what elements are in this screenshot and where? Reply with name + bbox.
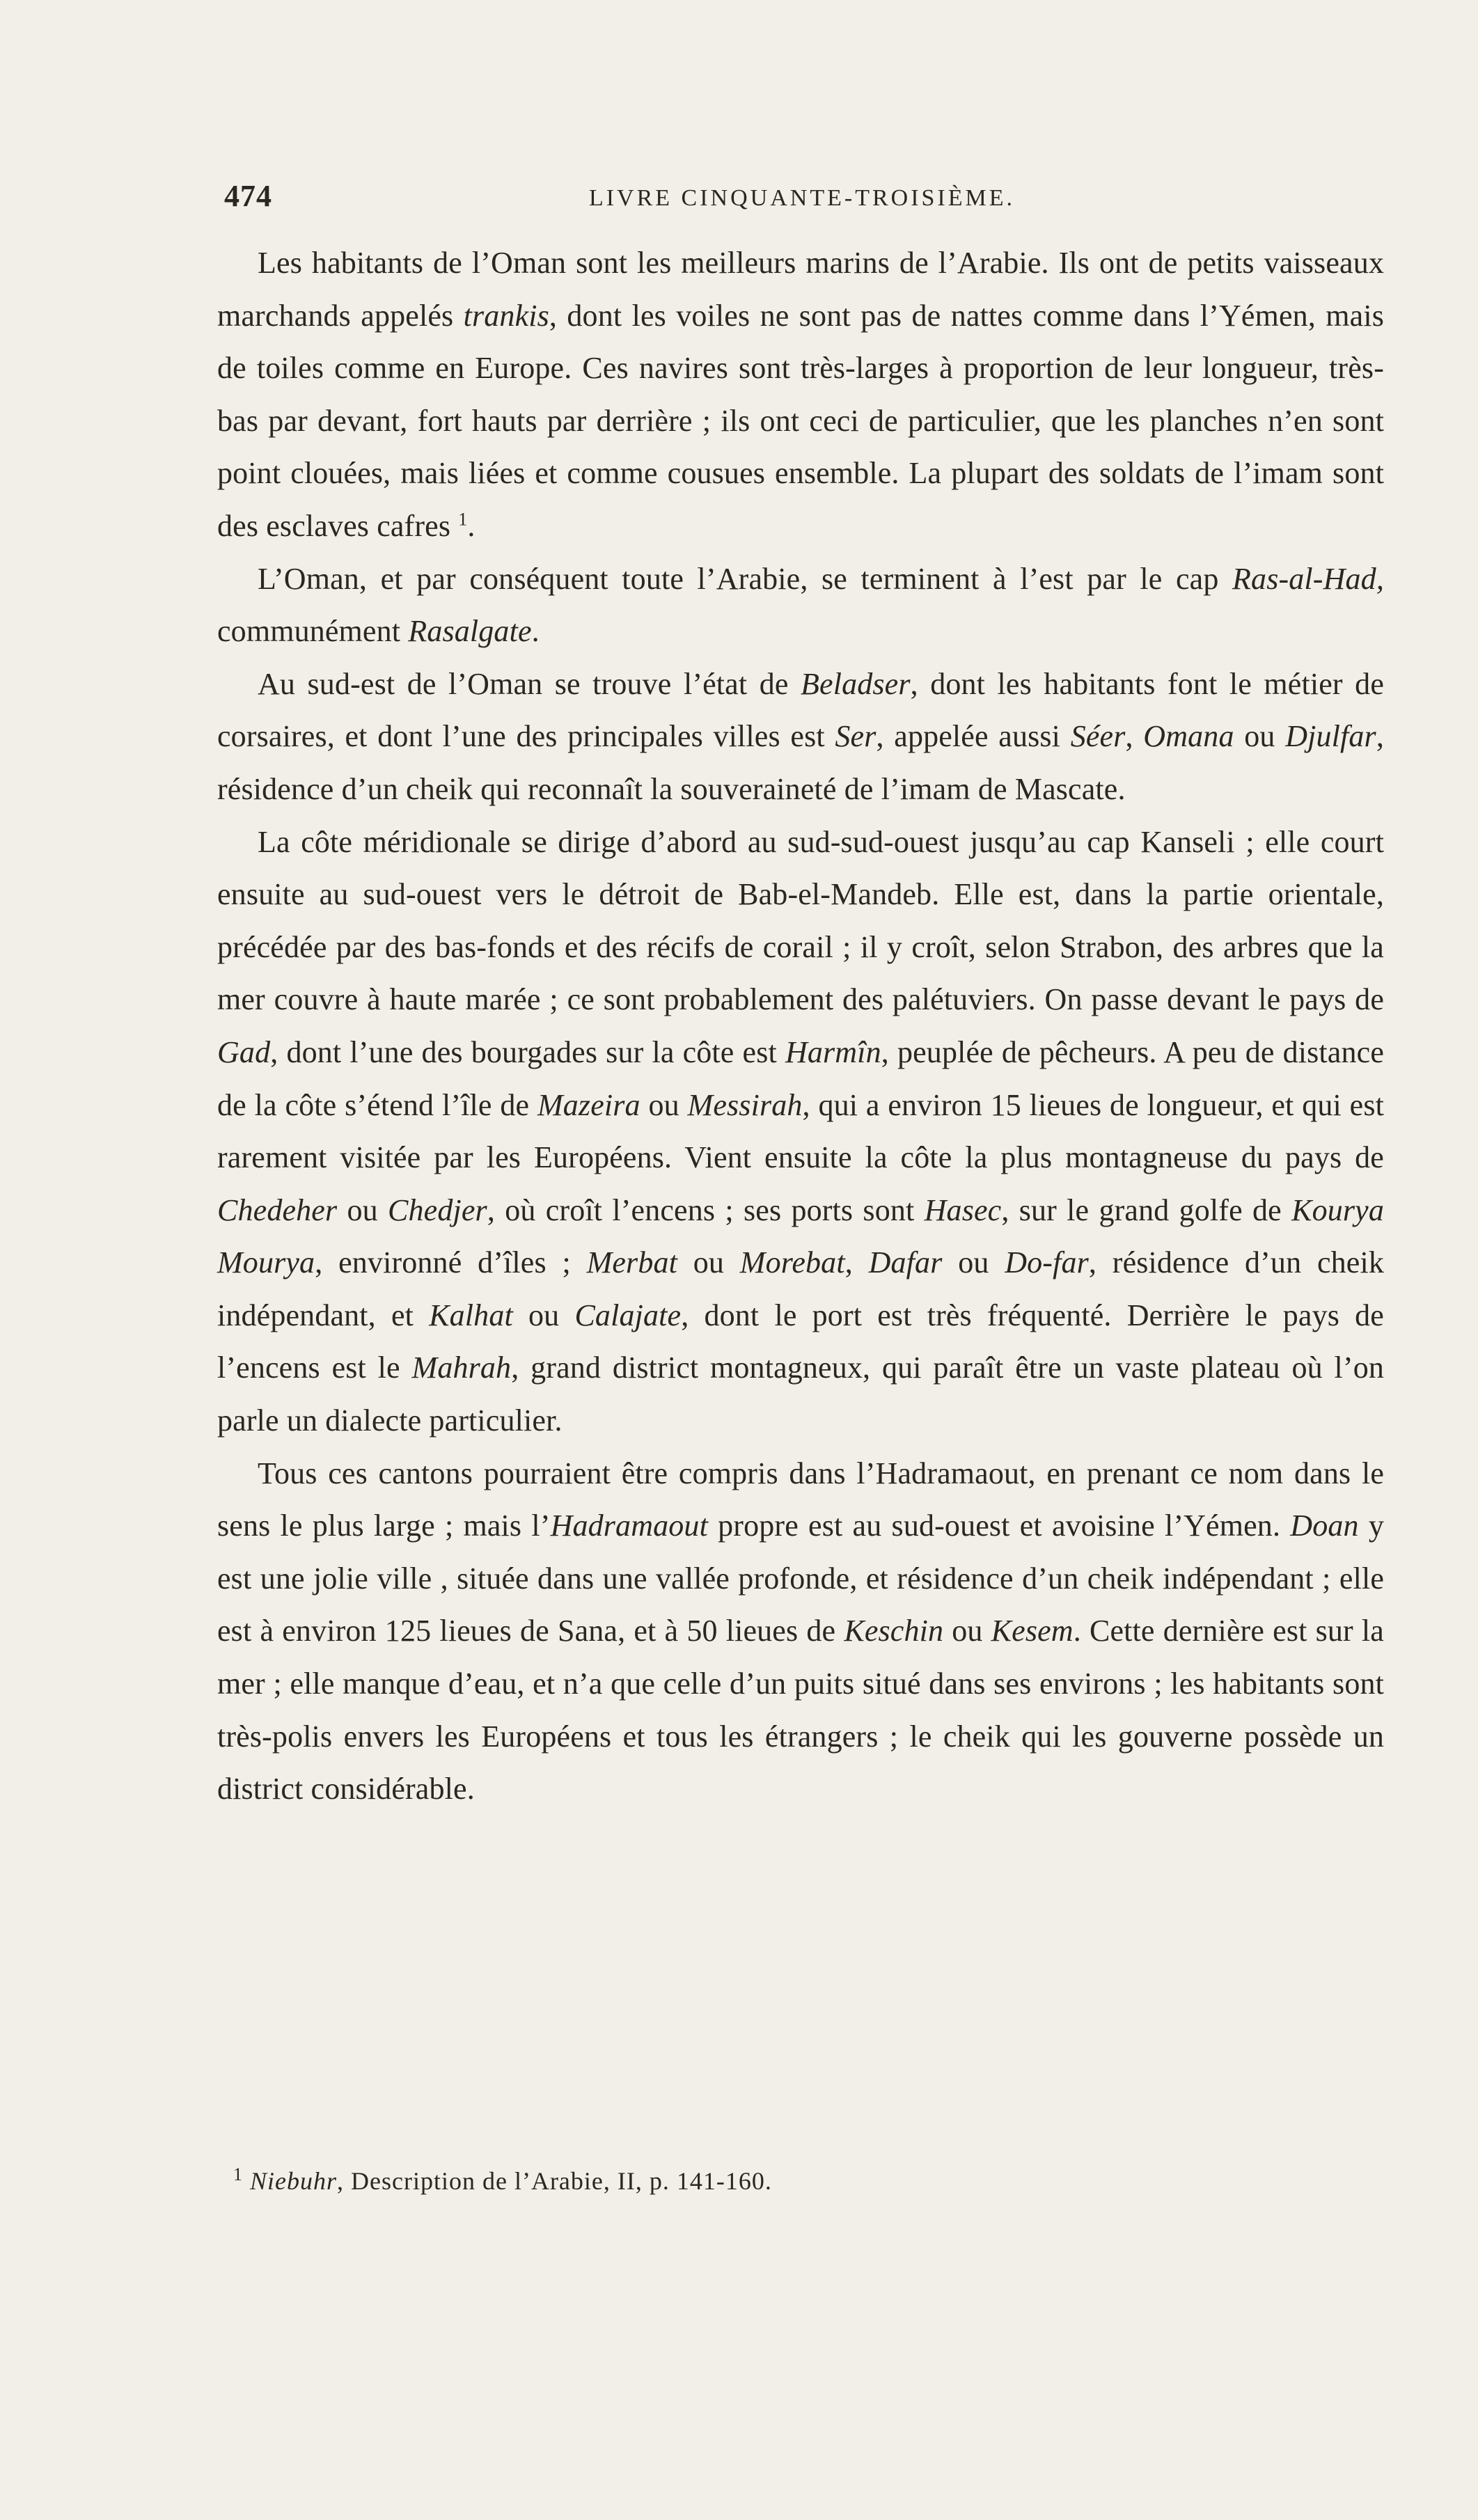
footnote-text: , Description de l’Arabie, II, p. 141-160. (337, 2167, 772, 2195)
text-run: . (467, 508, 475, 543)
text-run: Au sud-est de l’Oman se trouve l’état de (258, 666, 801, 701)
italic-text: Mazeira (537, 1087, 640, 1122)
text-run: ou (337, 1192, 388, 1227)
italic-text: Kalhat (429, 1298, 513, 1332)
italic-text: Kesem (991, 1614, 1074, 1648)
text-run: ou (640, 1087, 688, 1122)
paragraph (217, 816, 1384, 1447)
italic-text: Séer (1070, 719, 1126, 754)
text-run: Les habitants de l’Oman sont les meilleurs marins de l’Arabie. Ils ont de petits vaisseaux marchands appelés (217, 246, 1384, 333)
italic-text: Merbat (586, 1245, 678, 1280)
italic-text: Harmîn (785, 1034, 881, 1069)
italic-text: Calajate (574, 1298, 682, 1332)
text-run: , environné d’îles ; (315, 1245, 587, 1280)
text-run: , dont les habitants font le métier de corsaires, et dont l’une des principales villes est (217, 666, 1384, 754)
italic-text: Kourya Mourya (217, 1192, 1384, 1280)
paragraph (217, 1447, 1384, 1816)
text-run: ou (1234, 719, 1286, 754)
text-run: , peuplée de pêcheurs. A peu de distance de la côte s’étend l’île de (217, 1034, 1384, 1122)
page-header (224, 178, 1380, 227)
text-run: . Cette dernière est sur la mer ; elle manque d’eau, et n’a que celle d’un puits situé dans ses environs ; les habitants sont très-polis envers les Européens et tous les étrangers ; le cheik qui les gouverne possède un district considérable. (217, 1614, 1384, 1806)
italic-text: Mahrah (411, 1350, 512, 1385)
italic-text: Doan (1290, 1509, 1359, 1543)
text-run: La côte méridionale se dirige d’abord au sud-sud-ouest jusqu’au cap Kanseli ; elle court ensuite au sud-ouest vers le détroit de Bab-el-Mandeb. Elle est, dans la partie orientale, précédée par des bas-fonds et des récifs de corail ; il y croît, selon Strabon, des arbres que la mer couvre à haute marée ; ce sont probablement des palétuviers. On passe devant le pays de (217, 824, 1384, 1017)
running-title: LIVRE CINQUANTE-TROISIÈME. (588, 185, 1016, 211)
text-run: , qui a environ 15 lieues de longueur, et qui est rarement visitée par les Européens. Vient ensuite la côte la plus montagneuse du pays de (217, 1087, 1384, 1175)
text-run: ou (942, 1245, 1005, 1280)
paragraph (217, 237, 1384, 553)
italic-text: Gad (217, 1034, 271, 1069)
italic-text: trankis (463, 298, 549, 333)
text-run: , (1125, 719, 1144, 754)
paragraph (217, 658, 1384, 816)
italic-text: Messirah (687, 1087, 803, 1122)
text-run: , sur le grand golfe de (1001, 1192, 1292, 1227)
footnote-marker: 1 (233, 2164, 243, 2184)
italic-text: Djulfar (1285, 719, 1376, 754)
text-run: , résidence d’un cheik indépendant, et (217, 1245, 1384, 1332)
text-run: propre est au sud-ouest et avoisine l’Yémen. (707, 1509, 1291, 1543)
text-run: Tous ces cantons pourraient être compris dans l’Hadramaout, en prenant ce nom dans le sens le plus large ; mais l’ (217, 1456, 1384, 1543)
text-run: , où croît l’encens ; ses ports sont (487, 1192, 925, 1227)
italic-text: Ras-al-Had, (1232, 561, 1384, 596)
text-run: communément (217, 614, 409, 649)
footnote-ref: 1 (458, 509, 468, 530)
italic-text: Beladser (801, 666, 911, 701)
text-run: , appelée aussi (876, 719, 1071, 754)
text-run: , grand district montagneux, qui paraît être un vaste plateau où l’on parle un dialecte particulier. (217, 1350, 1384, 1438)
text-run: , dont l’une des bourgades sur la côte est (270, 1034, 785, 1069)
text-run: ou (512, 1298, 575, 1332)
text-run: ou (677, 1245, 740, 1280)
text-run: , dont les voiles ne sont pas de nattes comme dans l’Yémen, mais de toiles comme en Europe. Ces navires sont très-larges à proportion de leur longueur, très-bas par devant, fort hauts par derrière ; ils ont ceci de particulier, que les planches n’en sont point clouées, mais liées et comme cousues ensemble. La plupart des soldats de l’imam sont des esclaves cafres (217, 298, 1384, 543)
italic-text: Do-far (1005, 1245, 1089, 1280)
text-run: . (531, 614, 540, 649)
text-run: y est une jolie ville , située dans une vallée profonde, et résidence d’un cheik indépendant ; elle est à environ 125 lieues de Sana, et à 50 lieues de (217, 1509, 1384, 1648)
italic-text: Morebat (739, 1245, 845, 1280)
italic-text: Chedeher (217, 1192, 338, 1227)
footnote (233, 2164, 1382, 2198)
italic-text: Ser (835, 719, 876, 754)
text-run: L’Oman, et par conséquent toute l’Arabie, se terminent à l’est par le cap (258, 561, 1233, 596)
page-number: 474 (224, 179, 272, 213)
italic-text: Dafar (868, 1245, 943, 1280)
footnote-author: Niebuhr (250, 2167, 338, 2195)
italic-text: Hasec (924, 1192, 1002, 1227)
text-run: , résidence d’un cheik qui reconnaît la souveraineté de l’imam de Mascate. (217, 719, 1384, 806)
italic-text: Chedjer (388, 1192, 487, 1227)
text-run: , (844, 1245, 869, 1280)
text-run: , dont le port est très fréquenté. Derrière le pays de l’encens est le (217, 1298, 1384, 1385)
italic-text: Rasalgate (408, 614, 532, 649)
italic-text: Omana (1143, 719, 1234, 754)
text-run: ou (943, 1614, 991, 1648)
paragraph (217, 553, 1384, 658)
italic-text: Keschin (844, 1614, 944, 1648)
body-text (217, 237, 1384, 1816)
italic-text: Hadramaout (550, 1509, 708, 1543)
